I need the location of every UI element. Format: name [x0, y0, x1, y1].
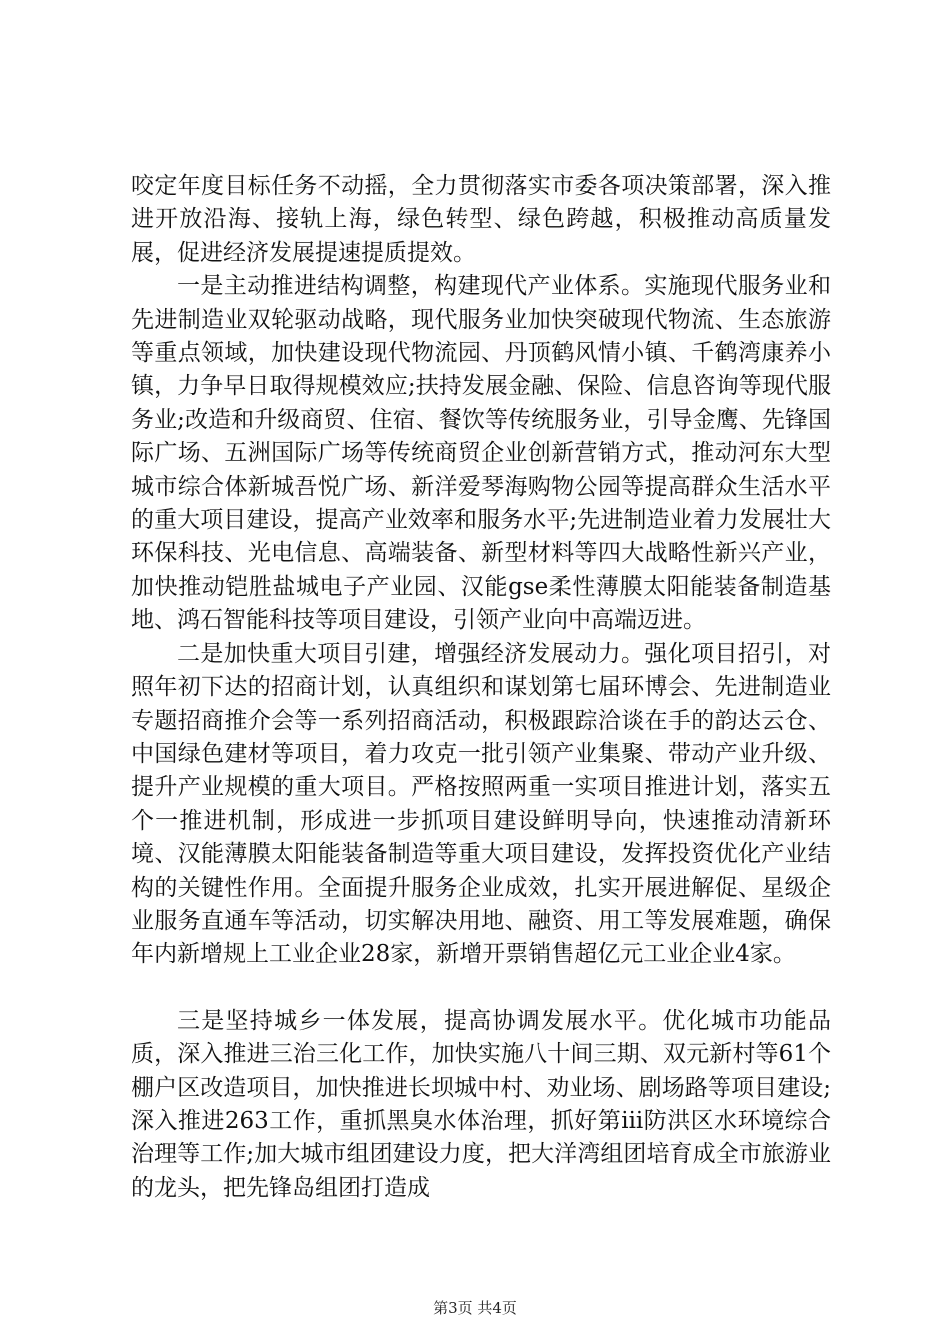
paragraph-urban-rural: 三是坚持城乡一体发展，提高协调发展水平。优化城市功能品质，深入推进三治三化工作，加快实施八十间三期、双元新村等61个棚户区改造项目，加快推进长坝城中村、劝业场、剧场路等项目建设;深入推进263工作，重抓黑臭水体治理，抓好第iii防洪区水环境综合治理等工作;加大城市组团建设力度，把大洋湾组团培育成全市旅游业的龙头，把先锋岛组团打造成 — [131, 1007, 831, 1201]
document-body — [131, 170, 831, 1205]
paragraph-industry-structure: 一是主动推进结构调整，构建现代产业体系。实施现代服务业和先进制造业双轮驱动战略，现代服务业加快突破现代物流、生态旅游等重点领域，加快建设现代物流园、丹顶鹤风情小镇、千鹤湾康养小镇，力争早日取得规模效应;扶持发展金融、保险、信息咨询等现代服务业;改造和升级商贸、住宿、餐饮等传统服务业，引导金鹰、先锋国际广场、五洲国际广场等传统商贸企业创新营销方式，推动河东大型城市综合体新城吾悦广场、新洋爱琴海购物公园等提高群众生活水平的重大项目建设，提高产业效率和服务水平;先进制造业着力发展壮大环保科技、光电信息、高端装备、新型材料等四大战略性新兴产业，加快推动铠胜盐城电子产业园、汉能gse柔性薄膜太阳能装备制造基地、鸿石智能科技等项目建设，引领产业向中高端迈进。 — [131, 273, 831, 634]
paragraph-intro: 咬定年度目标任务不动摇，全力贯彻落实市委各项决策部署，深入推进开放沿海、接轨上海，绿色转型、绿色跨越，积极推动高质量发展，促进经济发展提速提质提效。 — [131, 173, 831, 266]
paragraph-major-projects: 二是加快重大项目引建，增强经济发展动力。强化项目招引，对照年初下达的招商计划，认真组织和谋划第七届环博会、先进制造业专题招商推介会等一系列招商活动，积极跟踪洽谈在手的韵达云仓、中国绿色建材等项目，着力攻克一批引领产业集聚、带动产业升级、提升产业规模的重大项目。严格按照两重一实项目推进计划，落实五个一推进机制，形成进一步抓项目建设鲜明导向，快速推动清新环境、汉能薄膜太阳能装备制造等重大项目建设，发挥投资优化产业结构的关键性作用。全面提升服务企业成效，扎实开展进解促、星级企业服务直通车等活动，切实解决用地、融资、用工等发展难题，确保年内新增规上工业企业28家，新增开票销售超亿元工业企业4家。 — [131, 640, 831, 968]
page-footer: 第3页 共4页 — [433, 1299, 517, 1317]
